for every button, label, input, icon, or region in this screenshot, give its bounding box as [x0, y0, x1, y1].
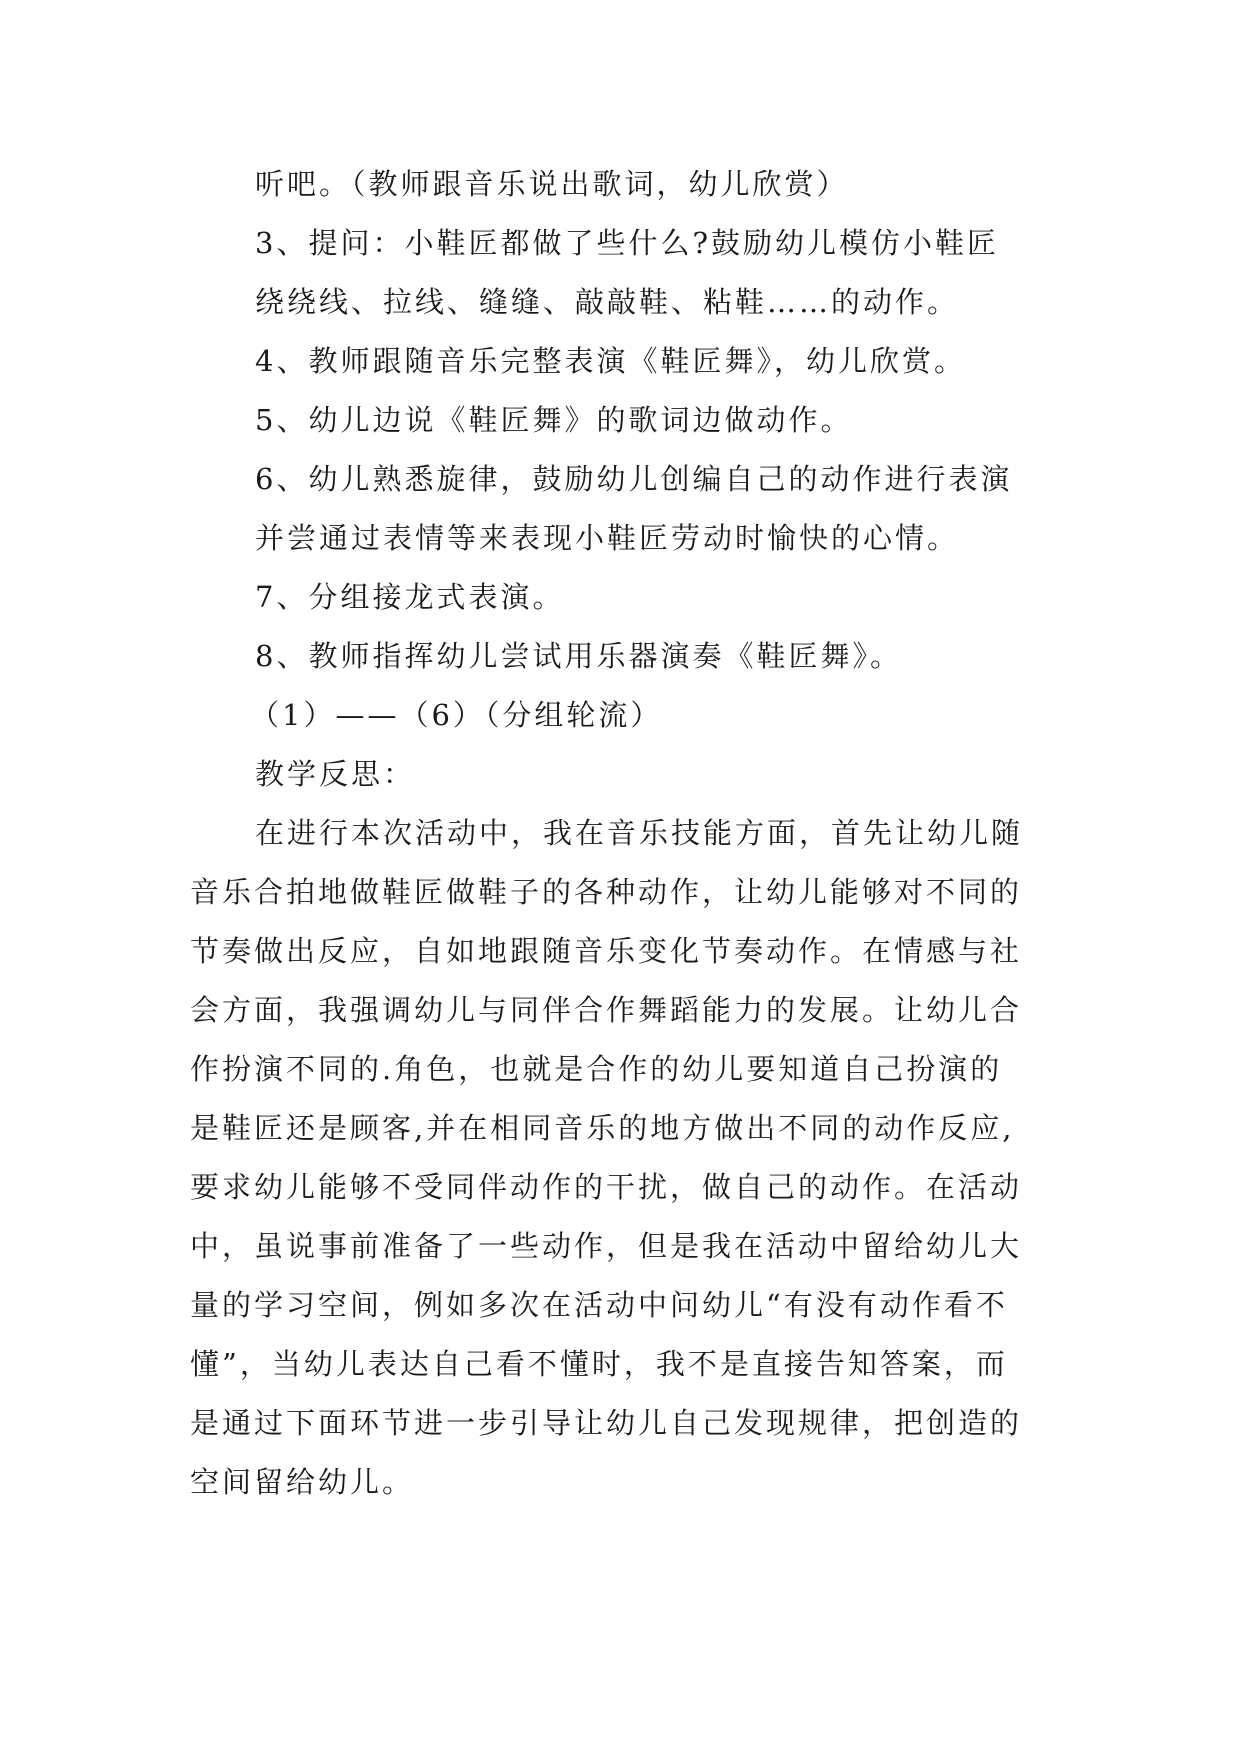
text-line: 5、幼儿边说《鞋匠舞》的歌词边做动作。: [255, 403, 853, 437]
paragraph-line: 是通过下面环节进一步引导让幼儿自己发现规律，把创造的: [190, 1406, 1023, 1440]
text-line: 7、分组接龙式表演。: [255, 580, 565, 614]
text-line: 绕绕线、拉线、缝缝、敲敲鞋、粘鞋……的动作。: [255, 285, 960, 319]
text-line: 听吧。（教师跟音乐说出歌词，幼儿欣赏）: [255, 167, 849, 201]
text-line: 4、教师跟随音乐完整表演《鞋匠舞》，幼儿欣赏。: [255, 344, 966, 378]
paragraph-line: 节奏做出反应，自如地跟随音乐变化节奏动作。在情感与社: [190, 934, 1023, 968]
paragraph-line: 是鞋匠还是顾客,并在相同音乐的地方做出不同的动作反应,: [190, 1111, 1015, 1145]
text-line: （1）——（6）（分组轮流）: [250, 698, 663, 732]
paragraph-line: 会方面，我强调幼儿与同伴合作舞蹈能力的发展。让幼儿合: [190, 993, 1023, 1027]
paragraph-line: 中，虽说事前准备了一些动作，但是我在活动中留给幼儿大: [190, 1229, 1023, 1263]
paragraph-line: 作扮演不同的.角色，也就是合作的幼儿要知道自己扮演的: [190, 1052, 1003, 1086]
text-line: 6、幼儿熟悉旋律，鼓励幼儿创编自己的动作进行表演: [255, 462, 1013, 496]
paragraph-line: 要求幼儿能够不受同伴动作的干扰，做自己的动作。在活动: [190, 1170, 1023, 1204]
text-line: 8、教师指挥幼儿尝试用乐器演奏《鞋匠舞》。: [255, 639, 902, 673]
paragraph-line: 懂”，当幼儿表达自己看不懂时，我不是直接告知答案，而: [190, 1347, 1008, 1381]
paragraph-line: 在进行本次活动中，我在音乐技能方面，首先让幼儿随: [255, 816, 1024, 850]
text-line: 3、提问：小鞋匠都做了些什么?鼓励幼儿模仿小鞋匠: [255, 226, 999, 260]
paragraph-line: 量的学习空间，例如多次在活动中问幼儿“有没有动作看不: [190, 1288, 1008, 1322]
paragraph-line: 空间留给幼儿。: [190, 1465, 415, 1499]
section-heading: 教学反思：: [255, 757, 416, 791]
paragraph-line: 音乐合拍地做鞋匠做鞋子的各种动作，让幼儿能够对不同的: [190, 875, 1023, 909]
text-line: 并尝通过表情等来表现小鞋匠劳动时愉快的心情。: [255, 521, 960, 555]
